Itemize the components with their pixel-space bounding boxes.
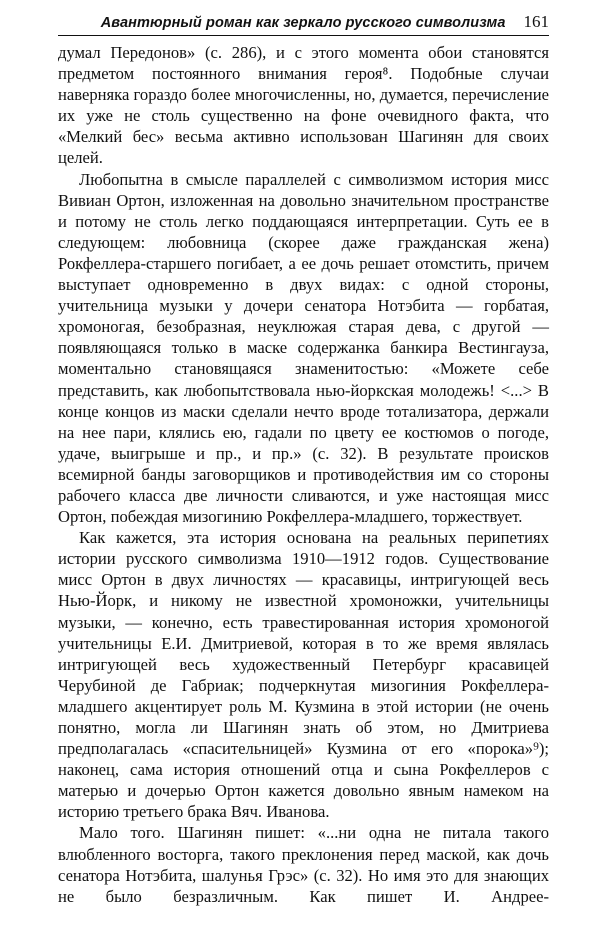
running-head bbox=[58, 12, 549, 36]
paragraph-continued: думал Передонов» (с. 286), и с этого момента обои становятся предметом постоянного внимания героя⁸. Подобные случаи наверняка гораздо более многочисленны, но, думается, перечисление их уже не столь существенно на фоне очевидного факта, что «Мелкий бес» весьма активно использован Шагинян для своих целей. bbox=[58, 43, 549, 168]
paragraph-symbolism-history: Как кажется, эта история основана на реальных перипетиях истории русского символизма 1910—1912 годов. Существование мисс Ортон в двух личностях — красавицы, интригующей весь Нью-Йорк, и никому не известной хромоножки, учительницы музыки, — конечно, есть травестированная история хромоногой учительницы Е.И. Дмитриевой, которая в то же время являлась интригующей весь художественный Петербург красавицей Черубиной де Габриак; подчеркнутая мизогиния Рокфеллера-младшего акцентирует роль М. Кузмина в этой истории (не очень понятно, могла ли Шагинян знать об этом, но Дмитриева предполагалась «спасительницей» Кузмина от его «порока»⁹); наконец, сама история отношений отца и сына Рокфеллеров с матерью и дочерью Ортон кажется довольно явным намеком на историю третьего брака Вяч. Иванова. bbox=[58, 528, 549, 822]
running-title: Авантюрный роман как зеркало русского символизма bbox=[100, 15, 506, 31]
book-page bbox=[58, 12, 549, 907]
page-number: 161 bbox=[523, 12, 549, 31]
body-text bbox=[58, 42, 549, 907]
paragraph-orton-story: Любопытна в смысле параллелей с символизмом история мисс Вивиан Ортон, изложенная на довольно значительном пространстве и потому не столь легко поддающаяся интерпретации. Суть ее в следующем: любовница (скорее даже гражданская жена) Рокфеллера-старшего погибает, а ее дочь решает отомстить, причем выступает одновременно в двух видах: с одной стороны, учительница музыки у дочери сенатора Нотэбита — горбатая, хромоногая, безобразная, неуклюжая старая дева, с другой — появляющаяся только в маске содержанка банкира Вестингауза, моментально становящаяся знаменитостью: «Можете себе представить, как любопытствовала нью-йоркская молодежь! <...> В конце концов из маски сделали нечто вроде тотализатора, держали на нее пари, клялись ею, гадали по цвету ее костюмов о погоде, удаче, выигрыше и пр., и пр.» (с. 32). В результате происков всемирной банды заговорщиков и противодействия им со стороны рабочего класса две личности сливаются, и уже настоящая мисс Ортон, побеждая мизогинию Рокфеллера-младшего, торжествует. bbox=[58, 169, 549, 527]
paragraph-grace: Мало того. Шагинян пишет: «...ни одна не питала такого влюбленного восторга, такого преклонения перед маской, как дочь сенатора Нотэбита, шалунья Грэс» (с. 32). Но имя это для знающих не было безразличным. Как пишет И. Андрее- bbox=[58, 823, 549, 906]
